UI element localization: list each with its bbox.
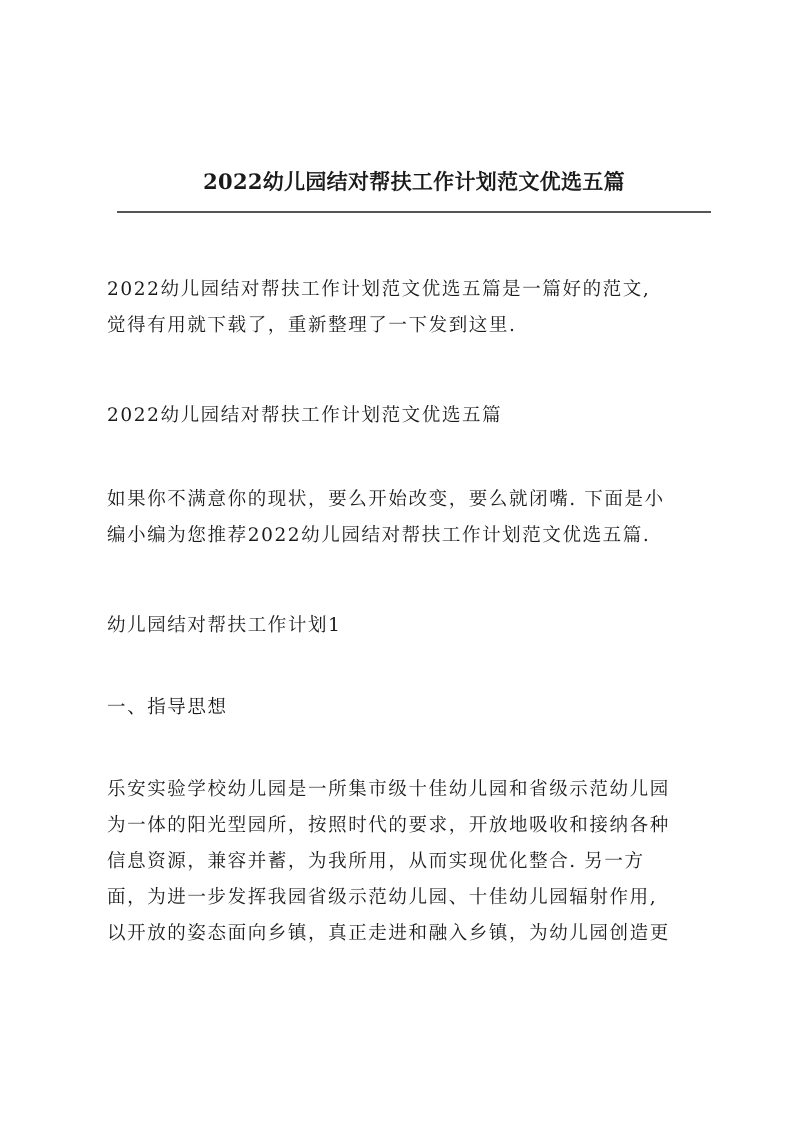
paragraph-line: 信息资源，兼容并蓄，为我所用，从而实现优化整合. 另一方 [107,851,645,872]
recommendation-paragraph [107,482,707,554]
paragraph-line: 2022幼儿园结对帮扶工作计划范文优选五篇是一篇好的范文, [107,279,651,300]
title-underline [117,211,711,213]
paragraph-line: 幼儿园结对帮扶工作计划1 [107,615,342,636]
paragraph-line: 如果你不满意你的现状，要么开始改变，要么就闭嘴. 下面是小 [107,489,665,510]
paragraph-line: 编小编为您推荐2022幼儿园结对帮扶工作计划范文优选五篇. [107,525,651,546]
paragraph-line: 一、指导思想 [107,697,228,718]
subtitle-paragraph [107,398,707,434]
section-heading [107,608,707,644]
intro-paragraph [107,272,707,344]
document-title: 2022幼儿园结对帮扶工作计划范文优选五篇 [203,169,625,194]
paragraph-line: 觉得有用就下载了，重新整理了一下发到这里. [107,315,517,336]
paragraph-line: 乐安实验学校幼儿园是一所集市级十佳幼儿园和省级示范幼儿园 [107,779,670,800]
paragraph-line: 以开放的姿态面向乡镇，真正走进和融入乡镇，为幼儿园创造更 [107,923,670,944]
subsection-heading [107,690,707,726]
body-paragraph [107,772,707,952]
paragraph-line: 面，为进一步发挥我园省级示范幼儿园、十佳幼儿园辐射作用, [107,887,658,908]
paragraph-line: 2022幼儿园结对帮扶工作计划范文优选五篇 [107,405,503,426]
paragraph-line: 为一体的阳光型园所，按照时代的要求，开放地吸收和接纳各种 [107,815,670,836]
